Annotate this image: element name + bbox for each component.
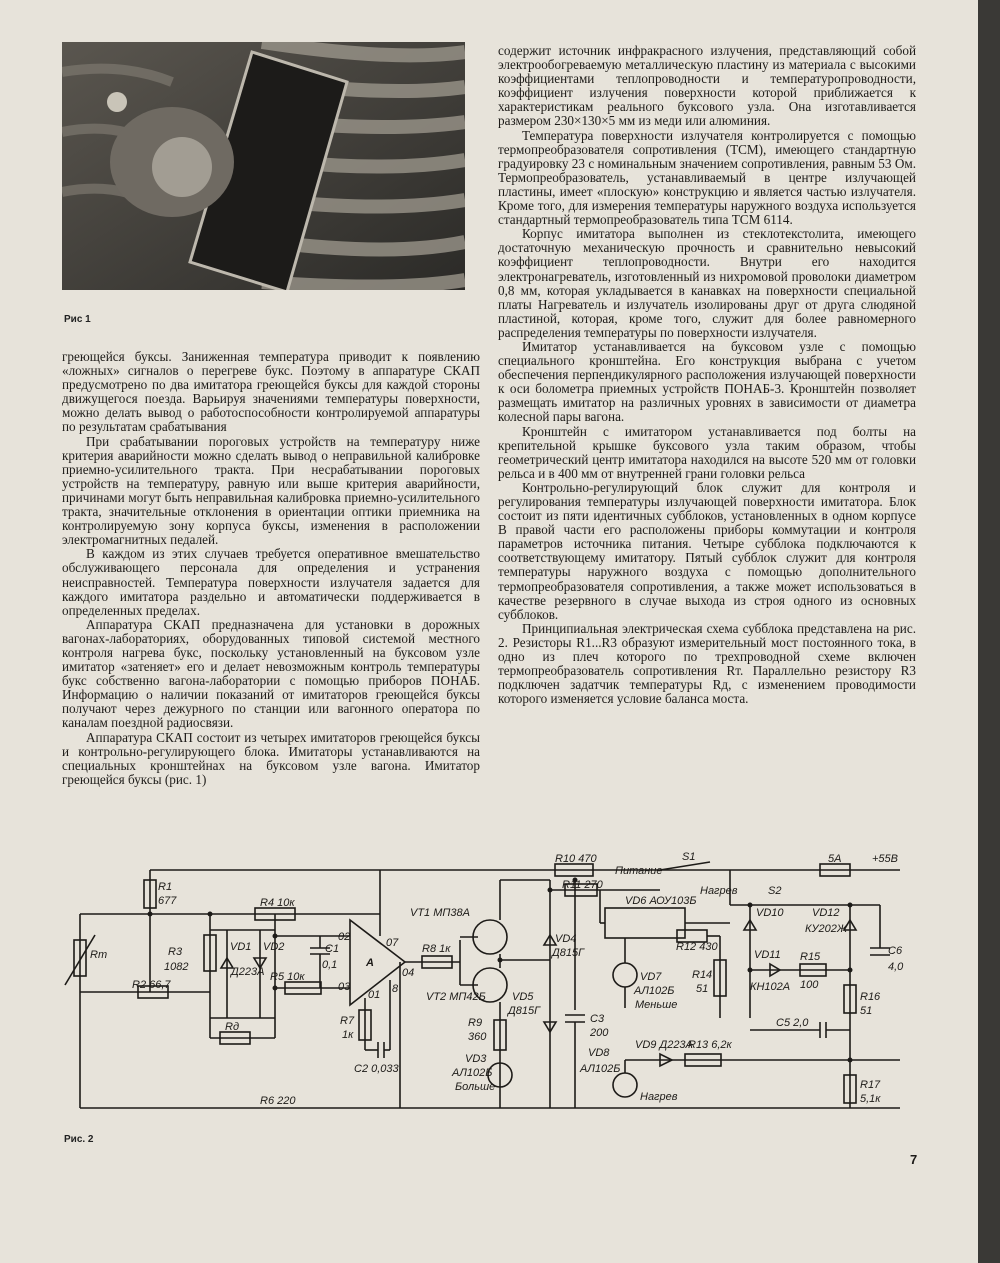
- label-pin8: 8: [392, 983, 399, 995]
- label-rt: Rт: [90, 949, 108, 961]
- label-r3-value: 1082: [164, 961, 189, 973]
- label-r14-value: 51: [696, 983, 709, 995]
- label-nagrev-1: Нагрев: [700, 885, 738, 897]
- label-r2: R2 66,7: [132, 979, 171, 991]
- label-rd: Rд: [225, 1021, 240, 1033]
- label-r9: R9: [468, 1017, 483, 1029]
- paragraph: содержит источник инфракрасного излучения, представляющий собой электрообогреваемую металлическую пластину из материала с высокими коэффициентами теплопроводности и температуропроводности, коэффициент излучения поверхности которой приближается к характеристикам реального буксового узла. Она изготавливается размером 230×130×5 мм из меди или алюминия.: [498, 43, 916, 129]
- label-vd3-state: Больше: [455, 1081, 496, 1093]
- label-supply-voltage: +55В: [872, 853, 898, 865]
- label-r1-value: 677: [158, 895, 177, 907]
- label-vd4: VD4: [555, 933, 577, 945]
- label-r14: R14: [692, 969, 713, 981]
- page-edge: [978, 0, 1000, 1263]
- label-c5: C5 2,0: [776, 1017, 809, 1029]
- paragraph: При срабатывании пороговых устройств на температуру ниже критерия аварийности можно сделать вывод о неправильной калибровке приемно-усилительного тракта. При несрабатывании пороговых устройств на температуру, равную или выше критерия аварийности, причинами могут быть неправильная калибровка приемно-усилительного тракта, значительные отклонения в ориентации оптики приемника на контролируемую зону корпуса буксы, изменения в расположении электромагнитных педалей.: [62, 433, 480, 548]
- label-vd12: VD12: [812, 907, 840, 919]
- paragraph: В каждом из этих случаев требуется оперативное вмешательство обслуживающего персонала для определения и устранения неисправностей. Температура поверхности излучателя задается для каждого имитатора раздельно и автоматически поддерживается в определенных пределах.: [62, 546, 480, 618]
- label-vt2: VT2 МП42Б: [426, 991, 486, 1003]
- label-r5: R5 10к: [270, 971, 305, 983]
- label-pin02: 02: [338, 931, 351, 943]
- label-c2: C2 0,033: [354, 1063, 399, 1075]
- paragraph: Принципиальная электрическая схема субблока представлена на рис. 2. Резисторы R1...R3 образуют измерительный мост постоянного тока, в одно из плеч которого по трехпроводной схеме включен термопреобразователь сопротивления Rт. Параллельно резистору R3 подключен задатчик температуры Rд, с изменением проводимости которого изменяется условие баланса моста.: [498, 620, 916, 707]
- paragraph: Температура поверхности излучателя контролируется с помощью термопреобразователя сопротивления (ТСМ), имеющего стандартную градуировку 23 с номинальным значением сопротивления, равным 53 Ом. Термопреобразователь, устанавливаемый в центре излучающей пластины, имеет «плоскую» конструкцию и является частью излучателя. Кроме того, для измерения температуры наружного воздуха используется стандартный термопреобразователь типа ТСМ 6114.: [498, 127, 916, 228]
- label-vd9: VD9 Д223А: [635, 1039, 693, 1051]
- figure-1-photo: [62, 42, 465, 290]
- label-r15: R15: [800, 951, 821, 963]
- page-number: 7: [910, 1152, 918, 1167]
- label-vd7: VD7: [640, 971, 662, 983]
- left-column: [62, 350, 480, 787]
- label-vd-type: Д223А: [231, 966, 265, 978]
- label-c1-value: 0,1: [322, 959, 338, 971]
- label-pin04: 04: [402, 967, 415, 979]
- label-vd2: VD2: [263, 941, 285, 953]
- label-r1: R1: [158, 881, 173, 893]
- label-vt1: VT1 МП38А: [410, 907, 470, 919]
- figure-2-schematic: [60, 850, 920, 1135]
- label-vd3-type: АЛ102Б: [452, 1067, 493, 1079]
- label-a: A: [366, 957, 374, 969]
- label-pitanie: Питание: [615, 865, 663, 877]
- figure-2-caption: Рис. 2: [64, 1134, 94, 1145]
- label-vd11: VD11: [754, 949, 781, 961]
- label-r12: R12 430: [676, 941, 718, 953]
- label-s1: S1: [682, 851, 696, 863]
- paragraph: Аппаратура СКАП состоит из четырех имитаторов греющейся буксы и контрольно-регулирующего блока. Имитаторы устанавливаются на специальных кронштейнах на буксовом узле вагона. Имитатор греющейся буксы (рис. 1): [62, 729, 480, 787]
- label-kn: КН102А: [750, 981, 791, 993]
- label-r6: R6 220: [260, 1095, 296, 1107]
- label-r17-value: 5,1к: [860, 1093, 881, 1105]
- label-c6: C6: [888, 945, 903, 957]
- label-c1: C1: [325, 943, 340, 955]
- label-vd3: VD3: [465, 1053, 487, 1065]
- label-vd1: VD1: [230, 941, 252, 953]
- paragraph: Аппаратура СКАП предназначена для установки в дорожных вагонах-лабораториях, оборудованных типовой системой местного контроля нагрева букс, поскольку установленный на буксовом узле имитатор «затеняет» его и делает невозможным контроль температуры букс собственно вагона-лаборатории с помощью приборов ПОНАБ. Информацию о наличии показаний от имитаторов греющейся буксы получают через дежурного по станции или вагонного оператора по каналам поездной радиосвязи.: [62, 616, 480, 731]
- paragraph: греющейся буксы. Заниженная температура приводит к появлению «ложных» сигналов о перегреве букс. Поэтому в аппаратуре СКАП предусмотрено по два имитатора греющейся буксы для каждой стороны движущегося поезда. Варьируя значениями температуры поверхности, можно делать вывод о работоспособности контролируемой аппаратуры по результатам срабатывания: [62, 349, 480, 435]
- label-vd4-type: Д815Г: [552, 947, 585, 959]
- label-pin01: 01: [368, 989, 381, 1001]
- label-r4: R4 10к: [260, 897, 295, 909]
- label-pin03: 03: [338, 981, 351, 993]
- paragraph: Имитатор устанавливается на буксовом узле с помощью специального кронштейна. Его конструкция выбрана с учетом обеспечения перпендикулярного расположения излучающей поверхности к оси болометра приемных устройств ПОНАБ-3. Кронштейн позволяет размещать имитатор на различных уровнях в зависимости от диаметра колесной пары вагона.: [498, 338, 916, 425]
- label-ku: КУ202Ж: [805, 923, 847, 935]
- label-fuse: 5А: [828, 853, 842, 865]
- label-vd8-type: АЛ102Б: [580, 1063, 621, 1075]
- label-vd6: VD6 АОУ103Б: [625, 895, 697, 907]
- label-c3: C3: [590, 1013, 605, 1025]
- label-r13: R13 6,2к: [688, 1039, 732, 1051]
- paragraph: Контрольно-регулирующий блок служит для контроля и регулирования температуры излучающей поверхности имитатора. Блок состоит из пяти идентичных субблоков, установленных в одном корпусе В правой части его расположены приборы коммутации и контроля параметров источника питания. Четыре субблока подключаются к соответствующему имитатору. Пятый субблок служит для контроля температуры наружного воздуха с помощью дополнительного термопреобразователя сопротивления, а также может использоваться в качестве резервного в случае выхода из строя одного из основных субблоков.: [498, 479, 916, 622]
- label-pin07: 07: [386, 937, 399, 949]
- label-r16: R16: [860, 991, 881, 1003]
- label-r3: R3: [168, 946, 183, 958]
- label-nagrev-2: Нагрев: [640, 1091, 678, 1103]
- label-c3-value: 200: [590, 1027, 609, 1039]
- label-s2: S2: [768, 885, 782, 897]
- label-r7-value: 1к: [342, 1029, 354, 1041]
- figure-1-caption: Рис 1: [64, 314, 91, 325]
- label-vd8: VD8: [588, 1047, 610, 1059]
- label-r15-value: 100: [800, 979, 819, 991]
- label-c6-value: 4,0: [888, 961, 904, 973]
- label-vd5-type: Д815Г: [508, 1005, 541, 1017]
- paragraph: Корпус имитатора выполнен из стеклотекстолита, имеющего достаточную механическую прочность и сравнительно невысокий коэффициент теплопроводности. Внутри его находится электронагреватель, изготовленный из нихромовой проволоки диаметром 0,8 мм, которая укладывается в канавках на поверхности специальной платы Нагреватель и излучатель изолированы друг от друга слюдяной пластиной, которая, кроме того, служит для более равномерного распределения температуры по поверхности излучателя.: [498, 226, 916, 340]
- label-r16-value: 51: [860, 1005, 873, 1017]
- label-r8: R8 1к: [422, 943, 451, 955]
- label-r7: R7: [340, 1015, 355, 1027]
- label-r17: R17: [860, 1079, 881, 1091]
- label-r10: R10 470: [555, 853, 597, 865]
- label-vd10: VD10: [756, 907, 784, 919]
- paragraph: Кронштейн с имитатором устанавливается под болты на крепительной крышке буксового узла таким образом, чтобы геометрический центр имитатора находился на высоте 520 мм от головки рельса и в 400 мм от внутренней грани головки рельса: [498, 423, 916, 481]
- right-column: [498, 44, 916, 706]
- label-vd5: VD5: [512, 991, 534, 1003]
- label-vd7-type: АЛ102Б: [634, 985, 675, 997]
- label-r11: R11 270: [562, 879, 603, 891]
- label-vd7-state: Меньше: [635, 999, 678, 1011]
- label-r9-value: 360: [468, 1031, 487, 1043]
